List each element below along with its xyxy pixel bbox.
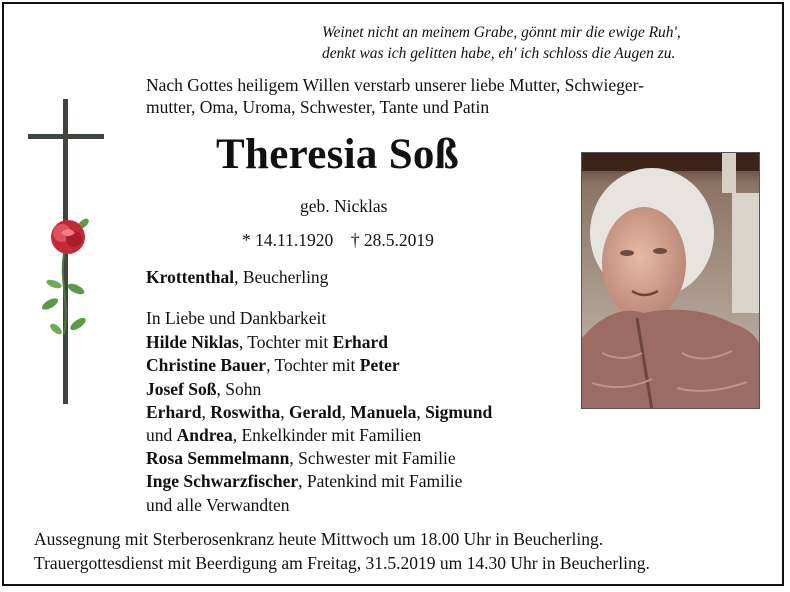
residence-rest: , Beucherling	[234, 267, 329, 287]
mourner-line	[146, 401, 576, 424]
death-date: † 28.5.2019	[350, 230, 434, 250]
mourner-name: Hilde Niklas	[146, 332, 239, 353]
cross-with-rose-icon	[28, 99, 108, 409]
intro-line-2: mutter, Oma, Uroma, Schwester, Tante und Patin	[146, 97, 490, 117]
mourner-line	[146, 447, 576, 470]
separator: ,	[280, 401, 289, 422]
poem-line-1: Weinet nicht an meinem Grabe, gönnt mir die ewige Ruh',	[322, 24, 681, 41]
portrait-photo	[581, 152, 760, 409]
mourner-line	[146, 354, 576, 377]
separator: ,	[416, 401, 426, 422]
mourner-relation: , Enkelkinder mit Familien	[232, 425, 422, 446]
mourners-heading: In Liebe und Dankbarkeit	[146, 308, 327, 328]
obituary-frame	[2, 2, 784, 586]
life-dates	[242, 230, 434, 251]
residence	[146, 267, 328, 288]
service-line-1: Aussegnung mit Sterberosenkranz heute Mittwoch um 18.00 Uhr in Beucherling.	[34, 529, 604, 549]
memorial-poem	[322, 22, 752, 64]
mourner-name: Roswitha	[210, 401, 281, 422]
mourner-line: und alle Verwandten	[146, 494, 290, 515]
mourner-name: Rosa Semmelmann	[146, 448, 290, 469]
mourner-relation: , Tochter mit	[238, 332, 333, 353]
deceased-name: Theresia Soß	[216, 131, 459, 178]
poem-line-2: denkt was ich gelitten habe, eh' ich schloss die Augen zu.	[322, 45, 676, 62]
mourner-relation: , Schwester mit Familie	[289, 448, 456, 469]
mourner-name: Manuela	[350, 401, 417, 422]
mourner-line	[146, 470, 576, 493]
mourners-list	[146, 307, 576, 517]
birth-date: * 14.11.1920	[242, 230, 334, 250]
residence-village: Krottenthal	[146, 267, 235, 287]
mourner-name: Erhard	[146, 401, 202, 422]
separator: ,	[201, 401, 211, 422]
mourner-relation: , Tochter mit	[266, 355, 360, 376]
conjunction: und	[146, 425, 177, 446]
mourner-name: Erhard	[332, 332, 389, 353]
mourner-name: Josef Soß	[146, 378, 217, 399]
mourner-line	[146, 378, 576, 401]
service-details	[34, 527, 774, 575]
mourner-line	[146, 424, 576, 447]
intro-line-1: Nach Gottes heiligem Willen verstarb unserer liebe Mutter, Schwieger-	[146, 75, 644, 95]
mourner-line	[146, 331, 576, 354]
mourner-name: Gerald	[288, 401, 342, 422]
mourner-name: Andrea	[176, 425, 233, 446]
mourner-name: Christine Bauer	[146, 355, 267, 376]
mourner-relation: , Patenkind mit Familie	[298, 471, 463, 492]
mourner-name: Peter	[359, 355, 400, 376]
mourner-name: Sigmund	[425, 401, 493, 422]
service-line-2: Trauergottesdienst mit Beerdigung am Freitag, 31.5.2019 um 14.30 Uhr in Beucherling.	[34, 553, 650, 573]
mourner-name: Inge Schwarzfischer	[146, 471, 299, 492]
birth-name: geb. Nicklas	[300, 196, 388, 216]
announcement-intro	[146, 74, 746, 118]
separator: ,	[341, 401, 351, 422]
mourner-relation: , Sohn	[216, 378, 262, 399]
